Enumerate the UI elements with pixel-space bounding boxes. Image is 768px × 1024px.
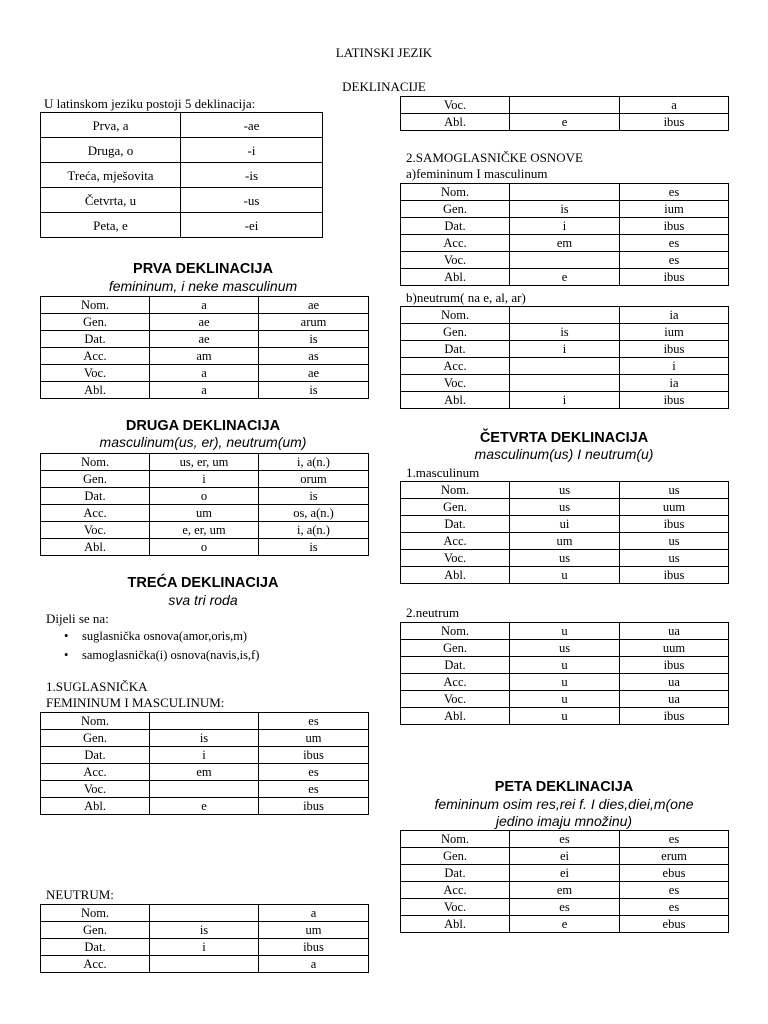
- table-cell: i: [510, 392, 620, 409]
- samo-a-title: a)femininum I masculinum: [406, 166, 548, 181]
- table-cell: -ae: [181, 113, 323, 138]
- table-cell: es: [259, 713, 369, 730]
- table-row: [401, 657, 729, 674]
- table-row: [41, 138, 323, 163]
- table-cell: es: [259, 781, 369, 798]
- table-cell: Gen.: [401, 848, 510, 865]
- table-cell: ebus: [620, 865, 729, 882]
- table-row: [401, 375, 729, 392]
- table-cell: e: [150, 798, 259, 815]
- table-row: [401, 550, 729, 567]
- table-row: [41, 365, 369, 382]
- table-cell: e: [510, 114, 620, 131]
- table-row: [41, 956, 369, 973]
- table-cell: ei: [510, 848, 620, 865]
- table-cell: ibus: [259, 798, 369, 815]
- table-row: [401, 324, 729, 341]
- table-cell: orum: [259, 471, 369, 488]
- cetvrta-subtitle: masculinum(us) I neutrum(u): [474, 446, 654, 462]
- table-cell: ua: [620, 674, 729, 691]
- table-cell: ibus: [259, 747, 369, 764]
- table-cell: u: [510, 674, 620, 691]
- peta-subtitle-2: jedino imaju množinu): [495, 813, 633, 829]
- table-cell: Voc.: [401, 375, 510, 392]
- bullet-icon: •: [64, 629, 69, 643]
- cetvrta-heading: ČETVRTA DEKLINACIJA: [479, 430, 649, 446]
- table-cell: [510, 184, 620, 201]
- table-row: [401, 882, 729, 899]
- samo-b-title: b)neutrum( na e, al, ar): [406, 290, 526, 305]
- bullet-text: samoglasnička(i) osnova(navis,is,f): [82, 648, 260, 662]
- intro-text: U latinskom jeziku postoji 5 deklinacija:: [44, 96, 256, 111]
- table-cell: Gen.: [41, 922, 150, 939]
- table-cell: e, er, um: [150, 522, 259, 539]
- table-cell: a: [150, 382, 259, 399]
- table-cell: [150, 781, 259, 798]
- table-cell: u: [510, 567, 620, 584]
- table-cell: ibus: [620, 708, 729, 725]
- table-row: [41, 331, 369, 348]
- table-cell: us: [620, 533, 729, 550]
- table-cell: us, er, um: [150, 454, 259, 471]
- table-row: [401, 831, 729, 848]
- table-cell: am: [150, 348, 259, 365]
- table-cell: us: [510, 499, 620, 516]
- table-cell: [510, 307, 620, 324]
- table-cell: Dat.: [41, 488, 150, 505]
- table-cell: Dat.: [401, 218, 510, 235]
- neutrum-cont-table: [400, 96, 729, 131]
- table-cell: Acc.: [401, 235, 510, 252]
- table-row: [401, 307, 729, 324]
- table-row: [41, 539, 369, 556]
- table-cell: -is: [181, 163, 323, 188]
- table-cell: Nom.: [401, 623, 510, 640]
- table-cell: Gen.: [401, 499, 510, 516]
- table-cell: Acc.: [41, 764, 150, 781]
- table-cell: us: [510, 482, 620, 499]
- table-cell: ibus: [259, 939, 369, 956]
- table-cell: -us: [181, 188, 323, 213]
- table-cell: em: [510, 235, 620, 252]
- table-cell: es: [259, 764, 369, 781]
- table-row: [41, 939, 369, 956]
- table-row: [401, 691, 729, 708]
- sugl-subtitle: FEMININUM I MASCULINUM:: [46, 695, 225, 710]
- table-cell: [510, 358, 620, 375]
- table-cell: is: [150, 730, 259, 747]
- table-cell: -ei: [181, 213, 323, 238]
- table-row: [401, 916, 729, 933]
- table-cell: Dat.: [401, 657, 510, 674]
- table-row: [41, 781, 369, 798]
- table-row: [401, 674, 729, 691]
- table-cell: Voc.: [41, 781, 150, 798]
- table-cell: us: [620, 482, 729, 499]
- table-cell: e: [510, 269, 620, 286]
- table-cell: Abl.: [401, 708, 510, 725]
- table-cell: Treća, mješovita: [41, 163, 181, 188]
- table-cell: ui: [510, 516, 620, 533]
- table-row: [41, 348, 369, 365]
- table-cell: Nom.: [41, 905, 150, 922]
- treca-heading: TREĆA DEKLINACIJA: [127, 575, 279, 591]
- samo-a-table: [400, 183, 729, 286]
- table-cell: Nom.: [401, 307, 510, 324]
- table-cell: u: [510, 623, 620, 640]
- table-cell: Nom.: [401, 482, 510, 499]
- table-row: [41, 188, 323, 213]
- table-cell: Voc.: [41, 365, 150, 382]
- cetvrta-neut-title: 2.neutrum: [406, 605, 460, 620]
- druga-heading: DRUGA DEKLINACIJA: [125, 418, 281, 434]
- table-row: [41, 522, 369, 539]
- table-row: [401, 252, 729, 269]
- divides-label: Dijeli se na:: [46, 611, 109, 626]
- table-cell: a: [259, 905, 369, 922]
- table-cell: a: [620, 97, 729, 114]
- table-row: [41, 314, 369, 331]
- neutrum-title: NEUTRUM:: [46, 887, 114, 902]
- table-row: [401, 567, 729, 584]
- table-row: [41, 922, 369, 939]
- table-cell: [510, 252, 620, 269]
- table-cell: ibus: [620, 567, 729, 584]
- table-cell: u: [510, 708, 620, 725]
- table-row: [401, 848, 729, 865]
- table-row: [401, 623, 729, 640]
- table-cell: em: [510, 882, 620, 899]
- table-cell: um: [510, 533, 620, 550]
- table-cell: ium: [620, 201, 729, 218]
- table-cell: es: [620, 831, 729, 848]
- table-cell: Voc.: [401, 550, 510, 567]
- table-cell: us: [620, 550, 729, 567]
- table-cell: ibus: [620, 341, 729, 358]
- table-row: [401, 516, 729, 533]
- bullet-icon: •: [64, 648, 69, 662]
- section-title: DEKLINACIJE: [342, 79, 426, 94]
- table-cell: u: [510, 691, 620, 708]
- table-cell: Gen.: [41, 471, 150, 488]
- table-row: [401, 201, 729, 218]
- table-cell: is: [510, 201, 620, 218]
- table-cell: us: [510, 550, 620, 567]
- table-cell: u: [510, 657, 620, 674]
- table-row: [401, 865, 729, 882]
- bullet-item: [40, 627, 259, 646]
- table-row: [41, 488, 369, 505]
- table-cell: [150, 956, 259, 973]
- table-cell: em: [150, 764, 259, 781]
- table-cell: ae: [150, 314, 259, 331]
- treca-bullet-list: [40, 627, 259, 665]
- table-row: [41, 297, 369, 314]
- table-cell: ae: [150, 331, 259, 348]
- table-cell: arum: [259, 314, 369, 331]
- table-row: [401, 184, 729, 201]
- table-cell: Dat.: [401, 865, 510, 882]
- table-cell: Acc.: [401, 533, 510, 550]
- table-cell: Gen.: [401, 640, 510, 657]
- table-cell: ua: [620, 691, 729, 708]
- table-cell: Acc.: [41, 956, 150, 973]
- table-cell: e: [510, 916, 620, 933]
- table-cell: is: [259, 382, 369, 399]
- prva-subtitle: femininum, i neke masculinum: [108, 278, 298, 294]
- sugl-table: [40, 712, 369, 815]
- samo-title: 2.SAMOGLASNIČKE OSNOVE: [406, 150, 583, 165]
- table-cell: ibus: [620, 392, 729, 409]
- table-cell: Abl.: [401, 269, 510, 286]
- table-cell: is: [259, 539, 369, 556]
- table-cell: Nom.: [401, 831, 510, 848]
- table-cell: as: [259, 348, 369, 365]
- table-row: [401, 235, 729, 252]
- table-cell: Acc.: [41, 505, 150, 522]
- table-cell: Dat.: [41, 747, 150, 764]
- table-cell: erum: [620, 848, 729, 865]
- table-row: [41, 905, 369, 922]
- table-cell: Nom.: [41, 454, 150, 471]
- table-cell: ei: [510, 865, 620, 882]
- table-cell: Voc.: [401, 252, 510, 269]
- table-row: [41, 454, 369, 471]
- overview-table: [40, 112, 323, 238]
- table-cell: i, a(n.): [259, 454, 369, 471]
- table-cell: Acc.: [401, 674, 510, 691]
- table-row: [41, 747, 369, 764]
- table-cell: ua: [620, 623, 729, 640]
- table-cell: [510, 97, 620, 114]
- table-cell: os, a(n.): [259, 505, 369, 522]
- table-cell: Gen.: [41, 314, 150, 331]
- table-cell: i: [150, 939, 259, 956]
- table-cell: Voc.: [401, 97, 510, 114]
- table-cell: Dat.: [401, 341, 510, 358]
- table-cell: Acc.: [401, 882, 510, 899]
- table-cell: Abl.: [401, 567, 510, 584]
- table-cell: es: [510, 899, 620, 916]
- samo-b-table: [400, 306, 729, 409]
- druga-subtitle: masculinum(us, er), neutrum(um): [99, 434, 307, 450]
- table-cell: Druga, o: [41, 138, 181, 163]
- table-cell: is: [150, 922, 259, 939]
- table-cell: ium: [620, 324, 729, 341]
- cetvrta-neut-table: [400, 622, 729, 725]
- table-cell: es: [620, 899, 729, 916]
- table-row: [401, 358, 729, 375]
- table-cell: i, a(n.): [259, 522, 369, 539]
- table-row: [401, 269, 729, 286]
- table-cell: Dat.: [41, 331, 150, 348]
- table-cell: es: [620, 882, 729, 899]
- prva-heading: PRVA DEKLINACIJA: [133, 261, 273, 277]
- page-title: LATINSKI JEZIK: [335, 45, 433, 60]
- table-cell: Gen.: [401, 324, 510, 341]
- table-row: [401, 899, 729, 916]
- table-cell: a: [150, 297, 259, 314]
- bullet-item: [40, 646, 259, 665]
- table-row: [401, 499, 729, 516]
- table-cell: o: [150, 488, 259, 505]
- table-row: [41, 471, 369, 488]
- table-cell: Prva, a: [41, 113, 181, 138]
- treca-subtitle: sva tri roda: [168, 592, 238, 608]
- table-cell: [510, 375, 620, 392]
- table-cell: o: [150, 539, 259, 556]
- table-cell: a: [259, 956, 369, 973]
- druga-table: [40, 453, 369, 556]
- table-cell: Nom.: [401, 184, 510, 201]
- cetvrta-masc-title: 1.masculinum: [406, 465, 480, 480]
- table-row: [401, 97, 729, 114]
- table-cell: is: [510, 324, 620, 341]
- table-cell: ibus: [620, 218, 729, 235]
- table-cell: Acc.: [401, 358, 510, 375]
- table-cell: Voc.: [401, 899, 510, 916]
- table-cell: Gen.: [41, 730, 150, 747]
- table-cell: Abl.: [401, 916, 510, 933]
- table-cell: uum: [620, 499, 729, 516]
- table-cell: ae: [259, 365, 369, 382]
- table-cell: ibus: [620, 114, 729, 131]
- table-cell: es: [620, 235, 729, 252]
- table-cell: ae: [259, 297, 369, 314]
- table-cell: -i: [181, 138, 323, 163]
- peta-table: [400, 830, 729, 933]
- table-cell: Acc.: [41, 348, 150, 365]
- neutrum-table: [40, 904, 369, 973]
- table-row: [41, 713, 369, 730]
- peta-heading: PETA DEKLINACIJA: [494, 779, 634, 795]
- table-cell: [150, 713, 259, 730]
- table-cell: ebus: [620, 916, 729, 933]
- sugl-title: 1.SUGLASNIČKA: [46, 679, 148, 694]
- table-row: [401, 482, 729, 499]
- table-cell: Voc.: [401, 691, 510, 708]
- table-row: [41, 730, 369, 747]
- table-cell: ibus: [620, 657, 729, 674]
- table-cell: a: [150, 365, 259, 382]
- table-row: [41, 213, 323, 238]
- table-cell: ia: [620, 375, 729, 392]
- table-row: [401, 114, 729, 131]
- table-cell: es: [620, 252, 729, 269]
- table-cell: Voc.: [41, 522, 150, 539]
- table-cell: i: [150, 747, 259, 764]
- peta-subtitle-1: femininum osim res,rei f. I dies,diei,m(one: [434, 796, 694, 812]
- table-cell: um: [259, 922, 369, 939]
- bullet-text: suglasnička osnova(amor,oris,m): [82, 629, 248, 643]
- table-cell: is: [259, 488, 369, 505]
- table-cell: Nom.: [41, 297, 150, 314]
- table-cell: us: [510, 640, 620, 657]
- table-row: [401, 640, 729, 657]
- table-cell: is: [259, 331, 369, 348]
- prva-table: [40, 296, 369, 399]
- table-cell: Abl.: [401, 114, 510, 131]
- table-cell: Gen.: [401, 201, 510, 218]
- table-cell: es: [510, 831, 620, 848]
- table-cell: ia: [620, 307, 729, 324]
- table-row: [41, 382, 369, 399]
- table-cell: [150, 905, 259, 922]
- table-row: [41, 764, 369, 781]
- table-cell: Abl.: [41, 382, 150, 399]
- table-cell: Abl.: [401, 392, 510, 409]
- table-cell: i: [620, 358, 729, 375]
- table-cell: i: [510, 218, 620, 235]
- table-cell: Dat.: [401, 516, 510, 533]
- table-cell: es: [620, 184, 729, 201]
- table-cell: um: [150, 505, 259, 522]
- table-cell: i: [150, 471, 259, 488]
- table-cell: Nom.: [41, 713, 150, 730]
- table-cell: uum: [620, 640, 729, 657]
- table-row: [41, 798, 369, 815]
- table-cell: i: [510, 341, 620, 358]
- table-cell: ibus: [620, 269, 729, 286]
- table-cell: Peta, e: [41, 213, 181, 238]
- table-cell: Abl.: [41, 798, 150, 815]
- table-row: [41, 505, 369, 522]
- table-cell: Četvrta, u: [41, 188, 181, 213]
- cetvrta-masc-table: [400, 481, 729, 584]
- table-cell: ibus: [620, 516, 729, 533]
- table-row: [401, 533, 729, 550]
- table-cell: um: [259, 730, 369, 747]
- table-cell: Abl.: [41, 539, 150, 556]
- table-row: [401, 341, 729, 358]
- table-row: [401, 392, 729, 409]
- table-row: [41, 163, 323, 188]
- table-row: [401, 708, 729, 725]
- table-cell: Dat.: [41, 939, 150, 956]
- table-row: [401, 218, 729, 235]
- table-row: [41, 113, 323, 138]
